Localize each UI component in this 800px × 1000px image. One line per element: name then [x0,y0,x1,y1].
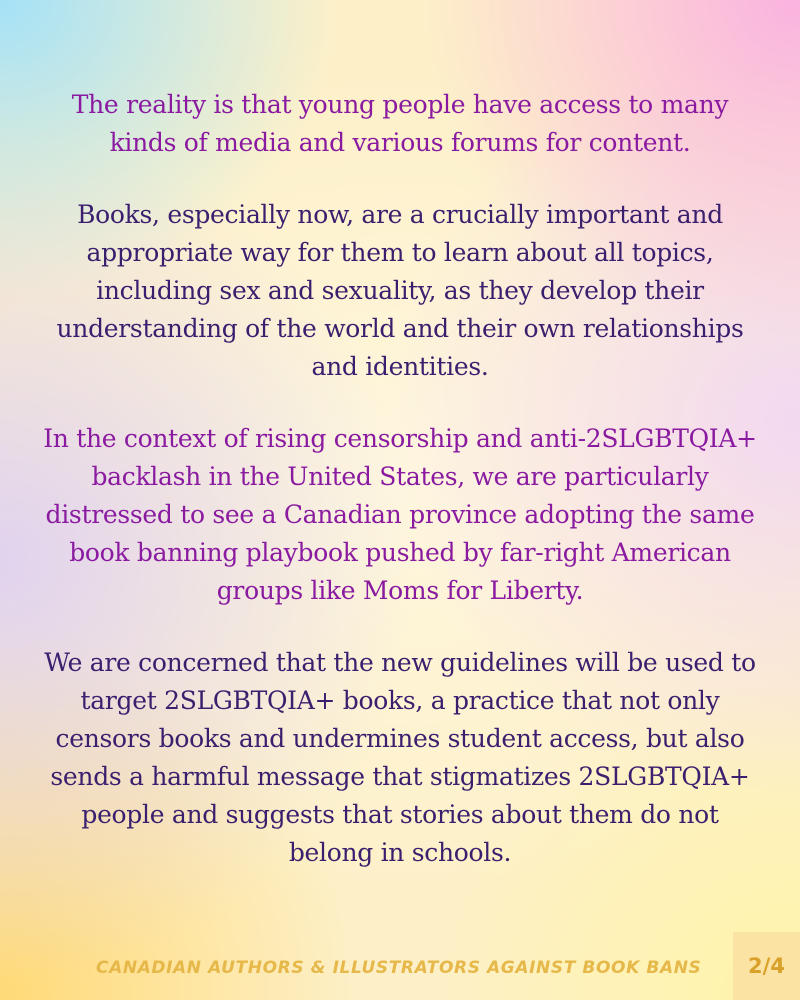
paragraph-media-access: The reality is that young people have access to many kinds of media and various forums for content. [71,90,729,157]
page-indicator-box [733,932,800,1000]
paragraph-books-importance: Books, especially now, are a crucially important and appropriate way for them to learn about all topics, including sex and sexuality, as they develop their understanding of the world and their own relationships and identities. [56,200,744,381]
organization-footer: CANADIAN AUTHORS & ILLUSTRATORS AGAINST BOOK BANS [96,958,702,978]
paragraph-concerns: We are concerned that the new guidelines will be used to target 2SLGBTQIA+ books, a practice that not only censors books and undermines student access, but also sends a harmful message that stigmatizes 2SLGBTQIA+ people and suggests that stories about them do not belong in schools. [44,648,756,867]
statement-body [40,86,760,906]
paragraph-censorship-context: In the context of rising censorship and anti-2SLGBTQIA+ backlash in the United States, we are particularly distressed to see a Canadian province adopting the same book banning playbook pushed by far-right American groups like Moms for Liberty. [43,424,757,605]
page-indicator: 2/4 [748,954,785,978]
